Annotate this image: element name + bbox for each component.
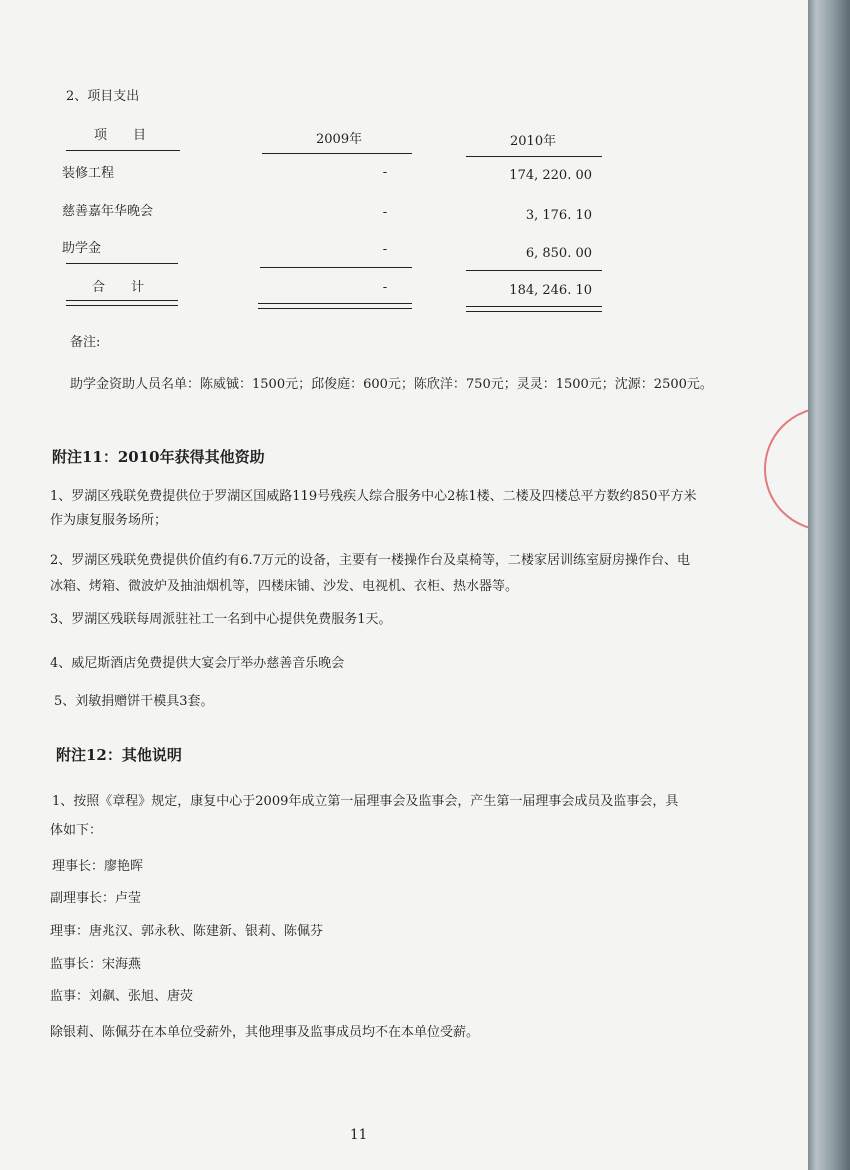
subtotal-rule — [466, 270, 602, 271]
note12-title: 附注12：其他说明 — [56, 746, 182, 764]
note12-intro: 1、按照《章程》规定，康复中心于2009年成立第一届理事会及监事会，产生第一届理事会成员及监事会，具 — [52, 794, 679, 809]
column-header-item: 项 目 — [94, 128, 147, 143]
member-line: 监事长：宋海燕 — [50, 957, 142, 972]
total-2010-value: 184, 246. 10 — [509, 283, 592, 298]
total-label: 合 计 — [92, 280, 145, 295]
header-rule — [466, 156, 602, 157]
note11-line: 2、罗湖区残联免费提供价值约有6.7万元的设备，主要有一楼操作台及桌椅等，二楼家居训练室厨房操作台、电 — [50, 553, 690, 568]
note11-line: 冰箱、烤箱、微波炉及抽油烟机等，四楼床铺、沙发、电视机、衣柜、热水器等。 — [50, 579, 519, 594]
row-item-label: 助学金 — [62, 241, 102, 256]
column-header-2009: 2009年 — [316, 132, 363, 147]
total-double-rule — [466, 306, 602, 312]
note-text: 助学金资助人员名单：陈威铖：1500元；邱俊庭：600元；陈欣洋：750元；灵灵：1500元；沈源：2500元。 — [70, 377, 713, 392]
member-line: 副理事长：卢莹 — [50, 891, 142, 906]
total-2009-value: - — [382, 280, 388, 295]
row-2009-value: - — [382, 205, 388, 220]
total-double-rule — [66, 300, 178, 306]
note-label: 备注: — [70, 335, 101, 350]
red-seal-stamp — [762, 405, 808, 531]
page-edge-shadow — [808, 0, 850, 1170]
note11-line: 3、罗湖区残联每周派驻社工一名到中心提供免费服务1天。 — [50, 612, 392, 627]
subtotal-rule — [260, 267, 412, 268]
note11-title: 附注11：2010年获得其他资助 — [52, 448, 265, 466]
row-item-label: 慈善嘉年华晚会 — [62, 204, 154, 219]
row-2009-value: - — [382, 165, 388, 180]
section-heading: 2、项目支出 — [66, 89, 140, 104]
row-2010-value: 3, 176. 10 — [525, 208, 592, 223]
header-rule — [66, 150, 180, 151]
row-2009-value: - — [382, 242, 388, 257]
column-header-2010: 2010年 — [510, 134, 557, 149]
member-line: 监事：刘飙、张旭、唐荧 — [50, 989, 194, 1004]
member-line: 理事：唐兆汉、郭永秋、陈建新、银莉、陈佩芬 — [50, 924, 324, 939]
subtotal-rule — [66, 263, 178, 264]
row-2010-value: 6, 850. 00 — [525, 246, 592, 261]
note11-line: 4、威尼斯酒店免费提供大宴会厅举办慈善音乐晚会 — [50, 656, 345, 671]
page-number: 11 — [350, 1127, 368, 1143]
row-2010-value: 174, 220. 00 — [509, 168, 592, 183]
member-line: 理事长：廖艳晖 — [52, 859, 144, 874]
note11-line: 5、刘敏捐赠饼干模具3套。 — [54, 694, 214, 709]
header-rule — [262, 153, 412, 154]
note11-line: 1、罗湖区残联免费提供位于罗湖区国威路119号残疾人综合服务中心2栋1楼、二楼及四楼总平方数约850平方米 — [50, 489, 697, 504]
total-double-rule — [258, 303, 412, 309]
row-item-label: 装修工程 — [62, 166, 115, 181]
note11-line: 作为康复服务场所； — [50, 513, 168, 528]
note12-intro: 体如下： — [50, 823, 103, 838]
note12-closing: 除银莉、陈佩芬在本单位受薪外，其他理事及监事成员均不在本单位受薪。 — [50, 1025, 480, 1040]
